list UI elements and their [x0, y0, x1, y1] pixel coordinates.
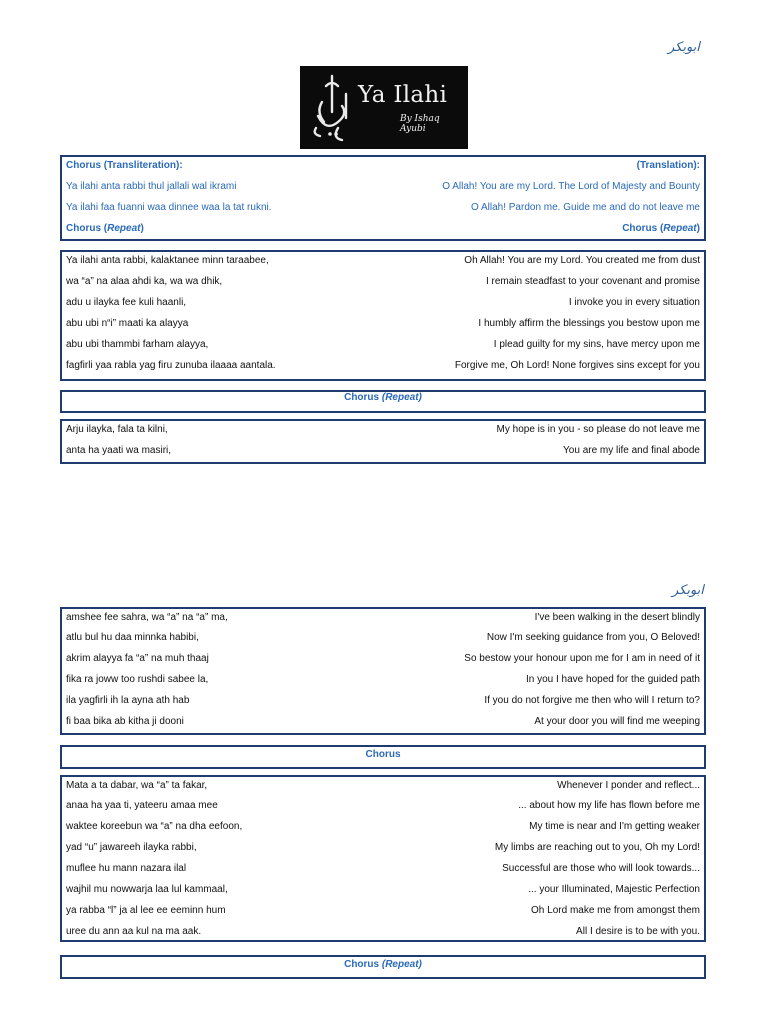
chorus-header-row — [66, 157, 700, 175]
verse-line-left: ila yagfirli ih la ayna ath hab — [66, 695, 190, 706]
chorus-box-plain — [60, 745, 706, 769]
verse-line-right: I humbly affirm the blessings you bestow upon me — [478, 318, 700, 329]
verse-row — [66, 671, 700, 689]
verse-line-left: fika ra joww too rushdi sabee la, — [66, 674, 209, 685]
verse-line-right: ... about how my life has flown before me — [518, 800, 700, 811]
chorus-repeat-right: Chorus (Repeat) — [622, 223, 700, 234]
verse-line-left: Ya ilahi anta rabbi, kalaktanee minn taraabee, — [66, 255, 269, 266]
verse-line-right: If you do not forgive me then who will I return to? — [484, 695, 700, 706]
chorus-label: Chorus — [365, 749, 401, 760]
verse-line-left: anta ha yaati wa masiri, — [66, 445, 172, 456]
verse-line-left: abu ubi n“i” maati ka alayya — [66, 318, 189, 329]
chorus-repeat-label: Chorus (Repeat) — [344, 959, 422, 970]
verse-row — [66, 881, 700, 899]
verse-line-left: anaa ha yaa ti, yateeru amaa mee — [66, 800, 218, 811]
title-banner — [300, 66, 468, 149]
verse-box-3 — [60, 607, 706, 735]
verse-line-right: Oh Allah! You are my Lord. You created me from dust — [464, 255, 700, 266]
verse-line-left: waktee koreebun wa “a” na dha eefoon, — [66, 821, 243, 832]
verse-box-2 — [60, 419, 706, 464]
translation-header: (Translation): — [636, 160, 700, 171]
verse-row — [66, 692, 700, 710]
verse-row — [66, 421, 700, 439]
verse-line-right: Forgive me, Oh Lord! None forgives sins except for you — [454, 360, 700, 371]
verse-line-right: Successful are those who will look towards... — [502, 863, 700, 874]
verse-line-left: amshee fee sahra, wa “a” na “a” ma, — [66, 612, 228, 623]
chorus-line-2-left: Ya ilahi faa fuanni waa dinnee waa la tat rukni. — [66, 202, 272, 213]
verse-line-right: ... your Illuminated, Majestic Perfection — [528, 884, 700, 895]
chorus-repeat-label: Chorus (Repeat) — [344, 392, 422, 403]
verse-row — [66, 609, 700, 627]
verse-row — [66, 273, 700, 291]
verse-box-1 — [60, 250, 706, 381]
verse-line-left: Arju ilayka, fala ta kilni, — [66, 424, 168, 435]
verse-line-right: I plead guilty for my sins, have mercy upon me — [493, 339, 700, 350]
verse-line-right: You are my life and final abode — [563, 445, 700, 456]
verse-line-left: adu u ilayka fee kuli haanli, — [66, 297, 187, 308]
verse-line-left: atlu bul hu daa minnka habibi, — [66, 632, 199, 643]
verse-line-left: muflee hu mann nazara ilal — [66, 863, 187, 874]
chorus-repeat-box-1 — [60, 390, 706, 413]
chorus-line-1-left: Ya ilahi anta rabbi thul jallali wal ikrami — [66, 181, 237, 192]
verse-line-left: abu ubi thammbi farham alayya, — [66, 339, 209, 350]
verse-line-left: Mata a ta dabar, wa “a” ta fakar, — [66, 780, 208, 791]
verse-row — [66, 650, 700, 668]
verse-line-right: Oh Lord make me from amongst them — [531, 905, 700, 916]
verse-row — [66, 252, 700, 270]
verse-line-right: At your door you will find me weeping — [534, 716, 700, 727]
verse-row — [66, 839, 700, 857]
verse-line-left: ya rabba “l” ja al lee ee eeminn hum — [66, 905, 226, 916]
verse-line-right: All I desire is to be with you. — [576, 926, 700, 937]
banner-byline: By Ishaq Ayubi — [400, 114, 440, 134]
verse-line-left: wajhil mu nowwarja laa lul kammaal, — [66, 884, 228, 895]
verse-row — [66, 797, 700, 815]
verse-line-left: uree du ann aa kul na ma aak. — [66, 926, 202, 937]
verse-line-left: akrim alayya fa “a” na muh thaaj — [66, 653, 209, 664]
verse-line-right: I've been walking in the desert blindly — [534, 612, 700, 623]
verse-line-right: I remain steadfast to your covenant and promise — [485, 276, 700, 287]
banner-title: Ya Ilahi — [358, 82, 448, 108]
verse-row — [66, 923, 700, 941]
verse-row — [66, 336, 700, 354]
verse-line-right: In you I have hoped for the guided path — [525, 674, 700, 685]
signature-top: ابوبکر — [668, 40, 700, 55]
verse-line-right: My limbs are reaching out to you, Oh my Lord! — [494, 842, 700, 853]
chorus-repeat-left: Chorus (Repeat) — [66, 223, 144, 234]
chorus-line-2-right: O Allah! Pardon me. Guide me and do not leave me — [470, 202, 700, 213]
verse-row — [66, 777, 700, 795]
verse-line-left: yad “u” jawareeh ilayka rabbi, — [66, 842, 197, 853]
verse-line-right: My time is near and I'm getting weaker — [529, 821, 700, 832]
verse-row — [66, 315, 700, 333]
verse-line-right: So bestow your honour upon me for I am in need of it — [464, 653, 700, 664]
verse-row — [66, 442, 700, 460]
chorus-box — [60, 155, 706, 241]
chorus-repeat-row — [66, 220, 700, 238]
chorus-line-1-right: O Allah! You are my Lord. The Lord of Majesty and Bounty — [442, 181, 700, 192]
calligraphy-logo — [308, 72, 356, 144]
verse-row — [66, 818, 700, 836]
verse-row — [66, 294, 700, 312]
verse-box-4 — [60, 775, 706, 942]
verse-line-right: I invoke you in every situation — [568, 297, 700, 308]
verse-row — [66, 629, 700, 647]
verse-row — [66, 860, 700, 878]
transliteration-header: Chorus (Transliteration): — [66, 160, 183, 171]
chorus-line-2 — [66, 199, 700, 217]
verse-row — [66, 902, 700, 920]
verse-line-right: Whenever I ponder and reflect... — [557, 780, 700, 791]
verse-row — [66, 713, 700, 731]
verse-row — [66, 357, 700, 375]
verse-line-left: wa “a” na alaa ahdi ka, wa wa dhik, — [66, 276, 223, 287]
verse-line-right: My hope is in you - so please do not leave me — [496, 424, 700, 435]
signature-middle: ابوبکر — [672, 583, 704, 598]
chorus-repeat-box-2 — [60, 955, 706, 979]
verse-line-left: fagfirli yaa rabla yag firu zunuba ilaaaa aantala. — [66, 360, 276, 371]
verse-line-left: fi baa bika ab kitha ji dooni — [66, 716, 184, 727]
verse-line-right: Now I'm seeking guidance from you, O Beloved! — [486, 632, 700, 643]
chorus-line-1 — [66, 178, 700, 196]
